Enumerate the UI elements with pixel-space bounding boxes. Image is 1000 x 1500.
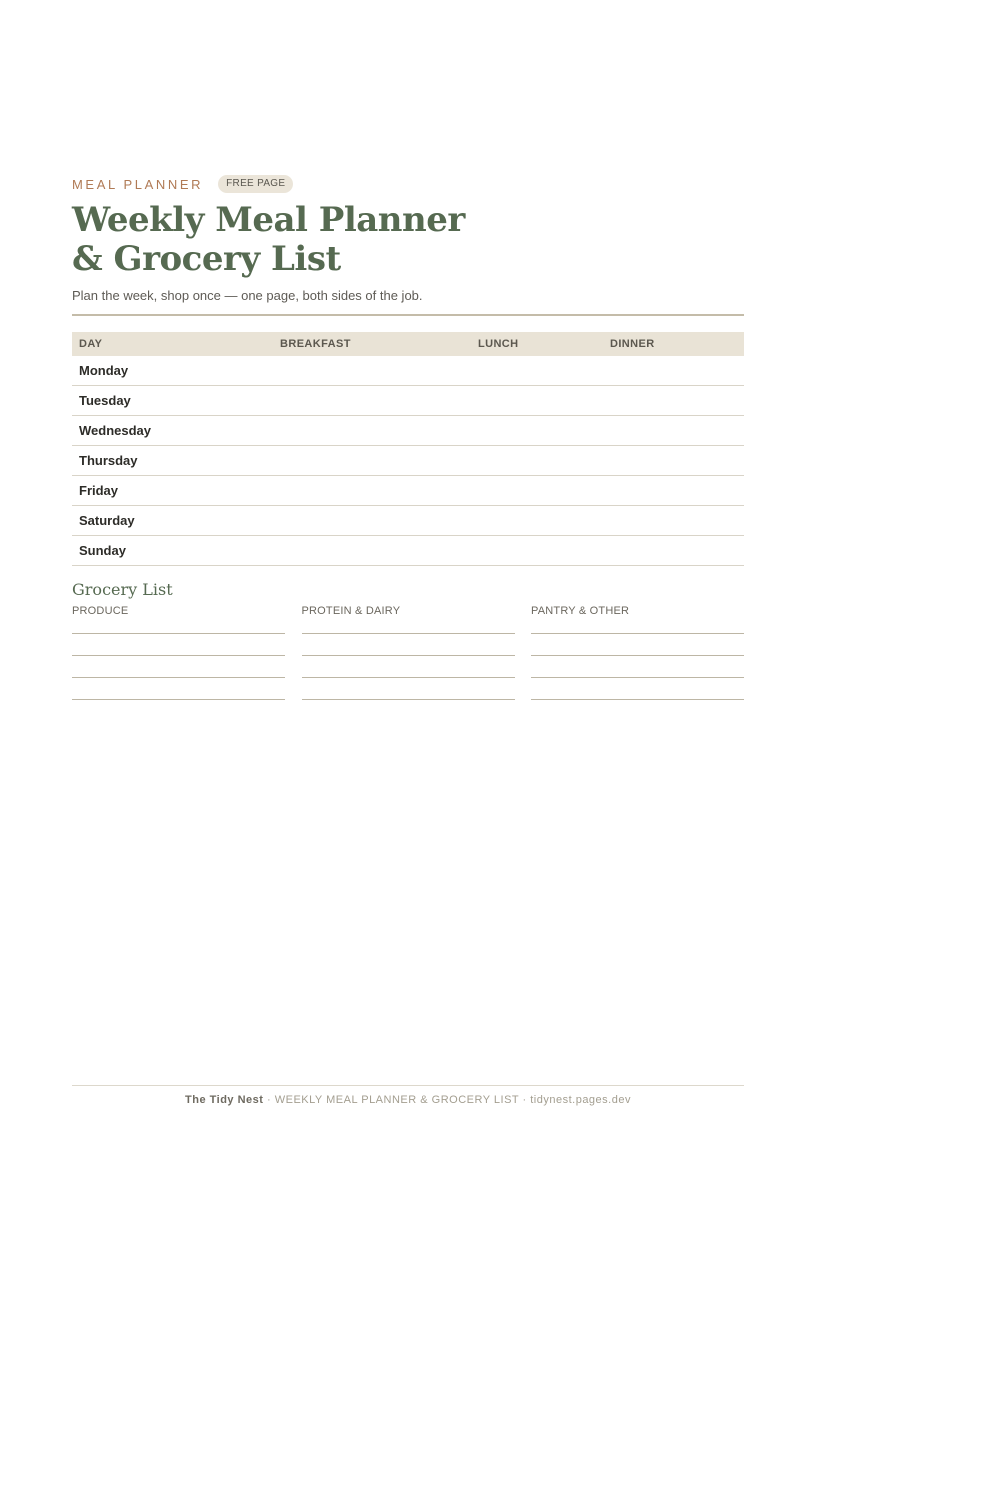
footer-separator: ·: [263, 1094, 275, 1106]
grocery-column-label: PRODUCE: [72, 605, 129, 617]
day-cell: Saturday: [72, 506, 273, 536]
dinner-cell[interactable]: [603, 536, 744, 566]
dinner-cell[interactable]: [603, 506, 744, 536]
dinner-cell[interactable]: [603, 446, 744, 476]
dinner-cell[interactable]: [603, 386, 744, 416]
grocery-columns: [72, 604, 744, 700]
planner-page: [72, 175, 744, 700]
table-row: [72, 386, 744, 416]
grocery-line[interactable]: [302, 677, 515, 678]
grocery-line[interactable]: [72, 655, 285, 656]
lunch-cell[interactable]: [471, 356, 603, 386]
lunch-cell[interactable]: [471, 446, 603, 476]
grocery-line[interactable]: [302, 699, 515, 700]
grocery-line[interactable]: [72, 633, 285, 634]
meal-table-header: [72, 332, 744, 356]
lunch-cell[interactable]: [471, 476, 603, 506]
footer-divider: [72, 1085, 744, 1086]
column-header-breakfast: BREAKFAST: [280, 338, 351, 350]
table-row: [72, 446, 744, 476]
day-cell: Sunday: [72, 536, 273, 566]
grocery-list-heading: Grocery List: [72, 580, 173, 599]
footer-separator: ·: [518, 1094, 531, 1106]
lunch-cell[interactable]: [471, 536, 603, 566]
lunch-cell[interactable]: [471, 416, 603, 446]
lunch-cell[interactable]: [471, 386, 603, 416]
breakfast-cell[interactable]: [273, 416, 471, 446]
grocery-line[interactable]: [531, 699, 744, 700]
table-row: [72, 356, 744, 386]
day-cell: Thursday: [72, 446, 273, 476]
breakfast-cell[interactable]: [273, 386, 471, 416]
column-header-day: DAY: [79, 338, 103, 350]
dinner-cell[interactable]: [603, 356, 744, 386]
grocery-line[interactable]: [302, 655, 515, 656]
day-cell: Tuesday: [72, 386, 273, 416]
breakfast-cell[interactable]: [273, 476, 471, 506]
footer-brand: The Tidy Nest: [185, 1094, 264, 1106]
breakfast-cell[interactable]: [273, 536, 471, 566]
lunch-cell[interactable]: [471, 506, 603, 536]
footer-site-link[interactable]: tidynest.pages.dev: [530, 1094, 631, 1106]
day-cell: Friday: [72, 476, 273, 506]
table-row: [72, 506, 744, 536]
footer-document-name: WEEKLY MEAL PLANNER & GROCERY LIST: [274, 1094, 519, 1106]
dinner-cell[interactable]: [603, 476, 744, 506]
grocery-line[interactable]: [531, 677, 744, 678]
grocery-line[interactable]: [72, 699, 285, 700]
column-header-dinner: DINNER: [610, 338, 655, 350]
grocery-line[interactable]: [531, 633, 744, 634]
meal-table: [72, 332, 744, 566]
grocery-column-produce: [72, 604, 285, 700]
eyebrow-row: [72, 175, 744, 193]
grocery-column-protein-dairy: [302, 604, 515, 700]
grocery-line[interactable]: [531, 655, 744, 656]
grocery-column-label: PROTEIN & DAIRY: [301, 605, 401, 617]
table-row: [72, 416, 744, 446]
page-subtitle: Plan the week, shop once — one page, both sides of the job.: [72, 288, 423, 303]
free-page-badge: FREE PAGE: [218, 175, 293, 193]
breakfast-cell[interactable]: [273, 356, 471, 386]
page-footer: [72, 1094, 744, 1106]
page-title: [72, 201, 744, 279]
page-title-line-1: Weekly Meal Planner: [72, 200, 465, 240]
breakfast-cell[interactable]: [273, 446, 471, 476]
grocery-line[interactable]: [72, 677, 285, 678]
grocery-column-pantry-other: [531, 604, 744, 700]
column-header-lunch: LUNCH: [478, 338, 519, 350]
page-title-line-2: & Grocery List: [72, 239, 341, 279]
dinner-cell[interactable]: [603, 416, 744, 446]
day-cell: Monday: [72, 356, 273, 386]
grocery-column-label: PANTRY & OTHER: [531, 605, 630, 617]
title-divider: [72, 314, 744, 316]
day-cell: Wednesday: [72, 416, 273, 446]
eyebrow-label: MEAL PLANNER: [72, 176, 204, 192]
table-row: [72, 476, 744, 506]
grocery-line[interactable]: [302, 633, 515, 634]
breakfast-cell[interactable]: [273, 506, 471, 536]
table-row: [72, 536, 744, 566]
